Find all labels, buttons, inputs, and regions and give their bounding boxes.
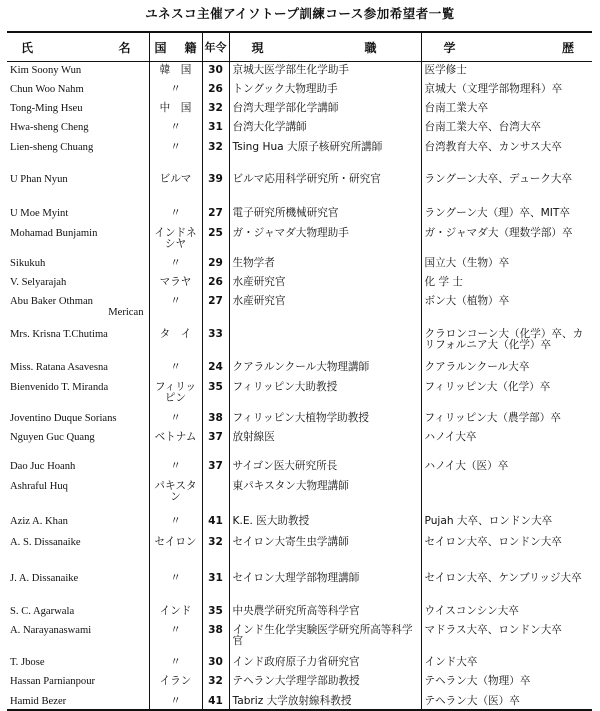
participant-position: クアラルンクール大物理講師 — [229, 359, 421, 379]
participant-position: K.E. 医大助教授 — [229, 513, 421, 534]
participant-age: 30 — [202, 62, 229, 81]
participant-country: パキスタン — [149, 478, 202, 513]
participant-name: Aziz A. Khan — [10, 515, 68, 527]
participant-age: 41 — [202, 513, 229, 534]
header-name: 氏 名 — [7, 32, 149, 62]
participant-position: フィリッピン大助教授 — [229, 379, 421, 410]
participant-position: ガ・ジャマダ大物理助手 — [229, 225, 421, 255]
participant-country: インド — [149, 603, 202, 622]
participant-age: 38 — [202, 410, 229, 429]
participant-age: 30 — [202, 654, 229, 673]
participant-education: 台南工業大卒、台湾大卒 — [421, 119, 592, 139]
header-age: 年令 — [202, 32, 229, 62]
participant-age: 32 — [202, 100, 229, 119]
participant-name: Abu Baker Othman Merican — [10, 295, 144, 318]
participants-table — [7, 31, 592, 711]
table-row — [7, 410, 592, 429]
participant-education: テヘラン大（医）卒 — [421, 693, 592, 710]
table-row — [7, 119, 592, 139]
participant-name: Tong-Ming Hseu — [10, 102, 83, 114]
participant-country: 〃 — [149, 693, 202, 710]
participant-name: Nguyen Guc Quang — [10, 431, 95, 443]
participant-age: 26 — [202, 274, 229, 293]
participant-education: ハノイ大（医）卒 — [421, 458, 592, 478]
participant-country: 〃 — [149, 139, 202, 171]
participant-position: インド政府原子力省研究官 — [229, 654, 421, 673]
participant-name: A. S. Dissanaike — [10, 536, 81, 548]
table-row — [7, 62, 592, 81]
participant-education: 国立大（生物）卒 — [421, 255, 592, 274]
participant-country: 〃 — [149, 119, 202, 139]
participant-country: 〃 — [149, 359, 202, 379]
table-row — [7, 205, 592, 225]
table-row — [7, 255, 592, 274]
participant-position: トングック大物理助手 — [229, 81, 421, 100]
participant-name: Bienvenido T. Miranda — [10, 381, 109, 393]
participant-position: サイゴン医大研究所長 — [229, 458, 421, 478]
participant-age: 31 — [202, 119, 229, 139]
participant-name: T. Jbose — [10, 656, 45, 668]
participant-education: ラングーン大（理）卒、MIT卒 — [421, 205, 592, 225]
participant-education: ラングーン大卒、デューク大卒 — [421, 171, 592, 205]
participant-name: J. A. Dissanaike — [10, 572, 79, 584]
table-row — [7, 534, 592, 570]
participant-education: 台南工業大卒 — [421, 100, 592, 119]
table-row — [7, 429, 592, 458]
participant-education: テヘラン大（物理）卒 — [421, 673, 592, 693]
participant-name: Lien-sheng Chuang — [10, 141, 94, 153]
participant-education: インド大卒 — [421, 654, 592, 673]
participant-name: Miss. Ratana Asavesna — [10, 361, 108, 373]
table-row — [7, 379, 592, 410]
table-row — [7, 359, 592, 379]
participant-country: 〃 — [149, 293, 202, 326]
participant-age: 32 — [202, 139, 229, 171]
participant-education: 化 学 士 — [421, 274, 592, 293]
participant-position: 水産研究官 — [229, 293, 421, 326]
participant-position: 中央農学研究所高等科学官 — [229, 603, 421, 622]
participant-country: 〃 — [149, 205, 202, 225]
participant-name: Mrs. Krisna T.Chutima — [10, 328, 108, 340]
table-row — [7, 458, 592, 478]
participant-age: 24 — [202, 359, 229, 379]
table-row — [7, 603, 592, 622]
participant-age: 29 — [202, 255, 229, 274]
participant-position: テヘラン大学理学部助教授 — [229, 673, 421, 693]
participant-education: クアラルンクール大卒 — [421, 359, 592, 379]
participant-name-continuation: Merican — [108, 307, 144, 318]
participant-position — [229, 326, 421, 359]
participant-name: S. C. Agarwala — [10, 605, 75, 617]
participant-position: セイロン大寄生虫学講師 — [229, 534, 421, 570]
participant-age: 39 — [202, 171, 229, 205]
participant-country: 中 国 — [149, 100, 202, 119]
participant-age — [202, 478, 229, 513]
participant-position: 東パキスタン大物理講師 — [229, 478, 421, 513]
table-row — [7, 654, 592, 673]
table-row — [7, 622, 592, 654]
participant-position: セイロン大理学部物理講師 — [229, 570, 421, 603]
participant-country: イラン — [149, 673, 202, 693]
participant-country: 〃 — [149, 570, 202, 603]
table-row — [7, 513, 592, 534]
table-row — [7, 100, 592, 119]
participant-age: 38 — [202, 622, 229, 654]
participant-education: フィリッピン大（化学）卒 — [421, 379, 592, 410]
participant-country: フィリッピン — [149, 379, 202, 410]
participant-age: 35 — [202, 603, 229, 622]
table-row — [7, 139, 592, 171]
participant-name: V. Selyarajah — [10, 276, 67, 288]
participant-age: 37 — [202, 429, 229, 458]
participant-position: Tabriz 大学放射線科教授 — [229, 693, 421, 710]
participant-education: 京城大（文理学部物理科）卒 — [421, 81, 592, 100]
header-country: 国 籍 — [149, 32, 202, 62]
participant-age: 32 — [202, 534, 229, 570]
table-header-row — [7, 32, 592, 62]
participant-country: マラヤ — [149, 274, 202, 293]
participant-country: 〃 — [149, 410, 202, 429]
participant-education: マドラス大卒、ロンドン大卒 — [421, 622, 592, 654]
participant-position: 生物学者 — [229, 255, 421, 274]
participant-position: 京城大医学部生化学助手 — [229, 62, 421, 81]
participant-age: 27 — [202, 293, 229, 326]
participant-name: Joventino Duque Sorians — [10, 412, 117, 424]
participant-education: セイロン大卒、ケンブリッジ大卒 — [421, 570, 592, 603]
header-education: 学 歴 — [421, 32, 592, 62]
participant-age: 26 — [202, 81, 229, 100]
participant-name: A. Narayanaswami — [10, 624, 92, 636]
table-row — [7, 693, 592, 710]
table-row — [7, 673, 592, 693]
participant-education: 台湾教育大卒、カンサス大卒 — [421, 139, 592, 171]
participant-country: ビルマ — [149, 171, 202, 205]
participant-education: 医学修士 — [421, 62, 592, 81]
participant-age: 31 — [202, 570, 229, 603]
participant-country: 韓 国 — [149, 62, 202, 81]
participant-name: Hassan Parnianpour — [10, 675, 96, 687]
participant-position: 放射線医 — [229, 429, 421, 458]
participant-name: Dao Juc Hoanh — [10, 460, 76, 472]
document-title: ユネスコ主催アイソトープ訓練コース参加希望者一覧 — [145, 6, 455, 21]
participant-education: フィリッピン大（農学部）卒 — [421, 410, 592, 429]
participant-name: U Moe Myint — [10, 207, 69, 219]
table-row — [7, 478, 592, 513]
participant-position: 水産研究官 — [229, 274, 421, 293]
table-row — [7, 326, 592, 359]
table-row — [7, 171, 592, 205]
participant-country: 〃 — [149, 654, 202, 673]
participant-age: 32 — [202, 673, 229, 693]
participant-name: Chun Woo Nahm — [10, 83, 84, 95]
participant-name: Kim Soony Wun — [10, 65, 82, 76]
table-row — [7, 274, 592, 293]
participant-country: タ イ — [149, 326, 202, 359]
participant-age: 25 — [202, 225, 229, 255]
participant-age: 27 — [202, 205, 229, 225]
participant-position: インド生化学実験医学研究所高等科学官 — [229, 622, 421, 654]
table-row — [7, 81, 592, 100]
participant-education: クラロンコーン大（化学）卒、カリフォルニア大（化学）卒 — [421, 326, 592, 359]
participant-age: 37 — [202, 458, 229, 478]
participant-education — [421, 478, 592, 513]
participant-age: 41 — [202, 693, 229, 710]
participant-position: 台湾大理学部化学講師 — [229, 100, 421, 119]
participant-position: ビルマ応用科学研究所・研究官 — [229, 171, 421, 205]
table-row — [7, 225, 592, 255]
participant-position: フィリッピン大植物学助教授 — [229, 410, 421, 429]
participant-name: Mohamad Bunjamin — [10, 227, 98, 239]
participant-country: 〃 — [149, 513, 202, 534]
participant-country: 〃 — [149, 458, 202, 478]
participant-education: Pujah 大卒、ロンドン大卒 — [421, 513, 592, 534]
participant-education: ハノイ大卒 — [421, 429, 592, 458]
participant-name: Hamid Bezer — [10, 695, 67, 707]
participant-education: ウイスコンシン大卒 — [421, 603, 592, 622]
participant-position: 台湾大化学講師 — [229, 119, 421, 139]
participant-name: Hwa-sheng Cheng — [10, 121, 89, 133]
participant-education: ガ・ジャマダ大（理数学部）卒 — [421, 225, 592, 255]
participant-age: 33 — [202, 326, 229, 359]
participant-country: 〃 — [149, 255, 202, 274]
participant-age: 35 — [202, 379, 229, 410]
participant-country: ベトナム — [149, 429, 202, 458]
participant-name: Sikukuh — [10, 257, 46, 269]
participant-country: セイロン — [149, 534, 202, 570]
participant-name: U Phan Nyun — [10, 173, 68, 185]
participant-name: Ashraful Huq — [10, 480, 68, 492]
table-row — [7, 570, 592, 603]
participant-position: 電子研究所機械研究官 — [229, 205, 421, 225]
table-row — [7, 293, 592, 326]
participant-country: 〃 — [149, 622, 202, 654]
participant-country: インドネシヤ — [149, 225, 202, 255]
participant-position: Tsing Hua 大原子核研究所講師 — [229, 139, 421, 171]
participant-education: ボン大（植物）卒 — [421, 293, 592, 326]
participant-education: セイロン大卒、ロンドン大卒 — [421, 534, 592, 570]
header-position: 現 職 — [229, 32, 421, 62]
participant-country: 〃 — [149, 81, 202, 100]
